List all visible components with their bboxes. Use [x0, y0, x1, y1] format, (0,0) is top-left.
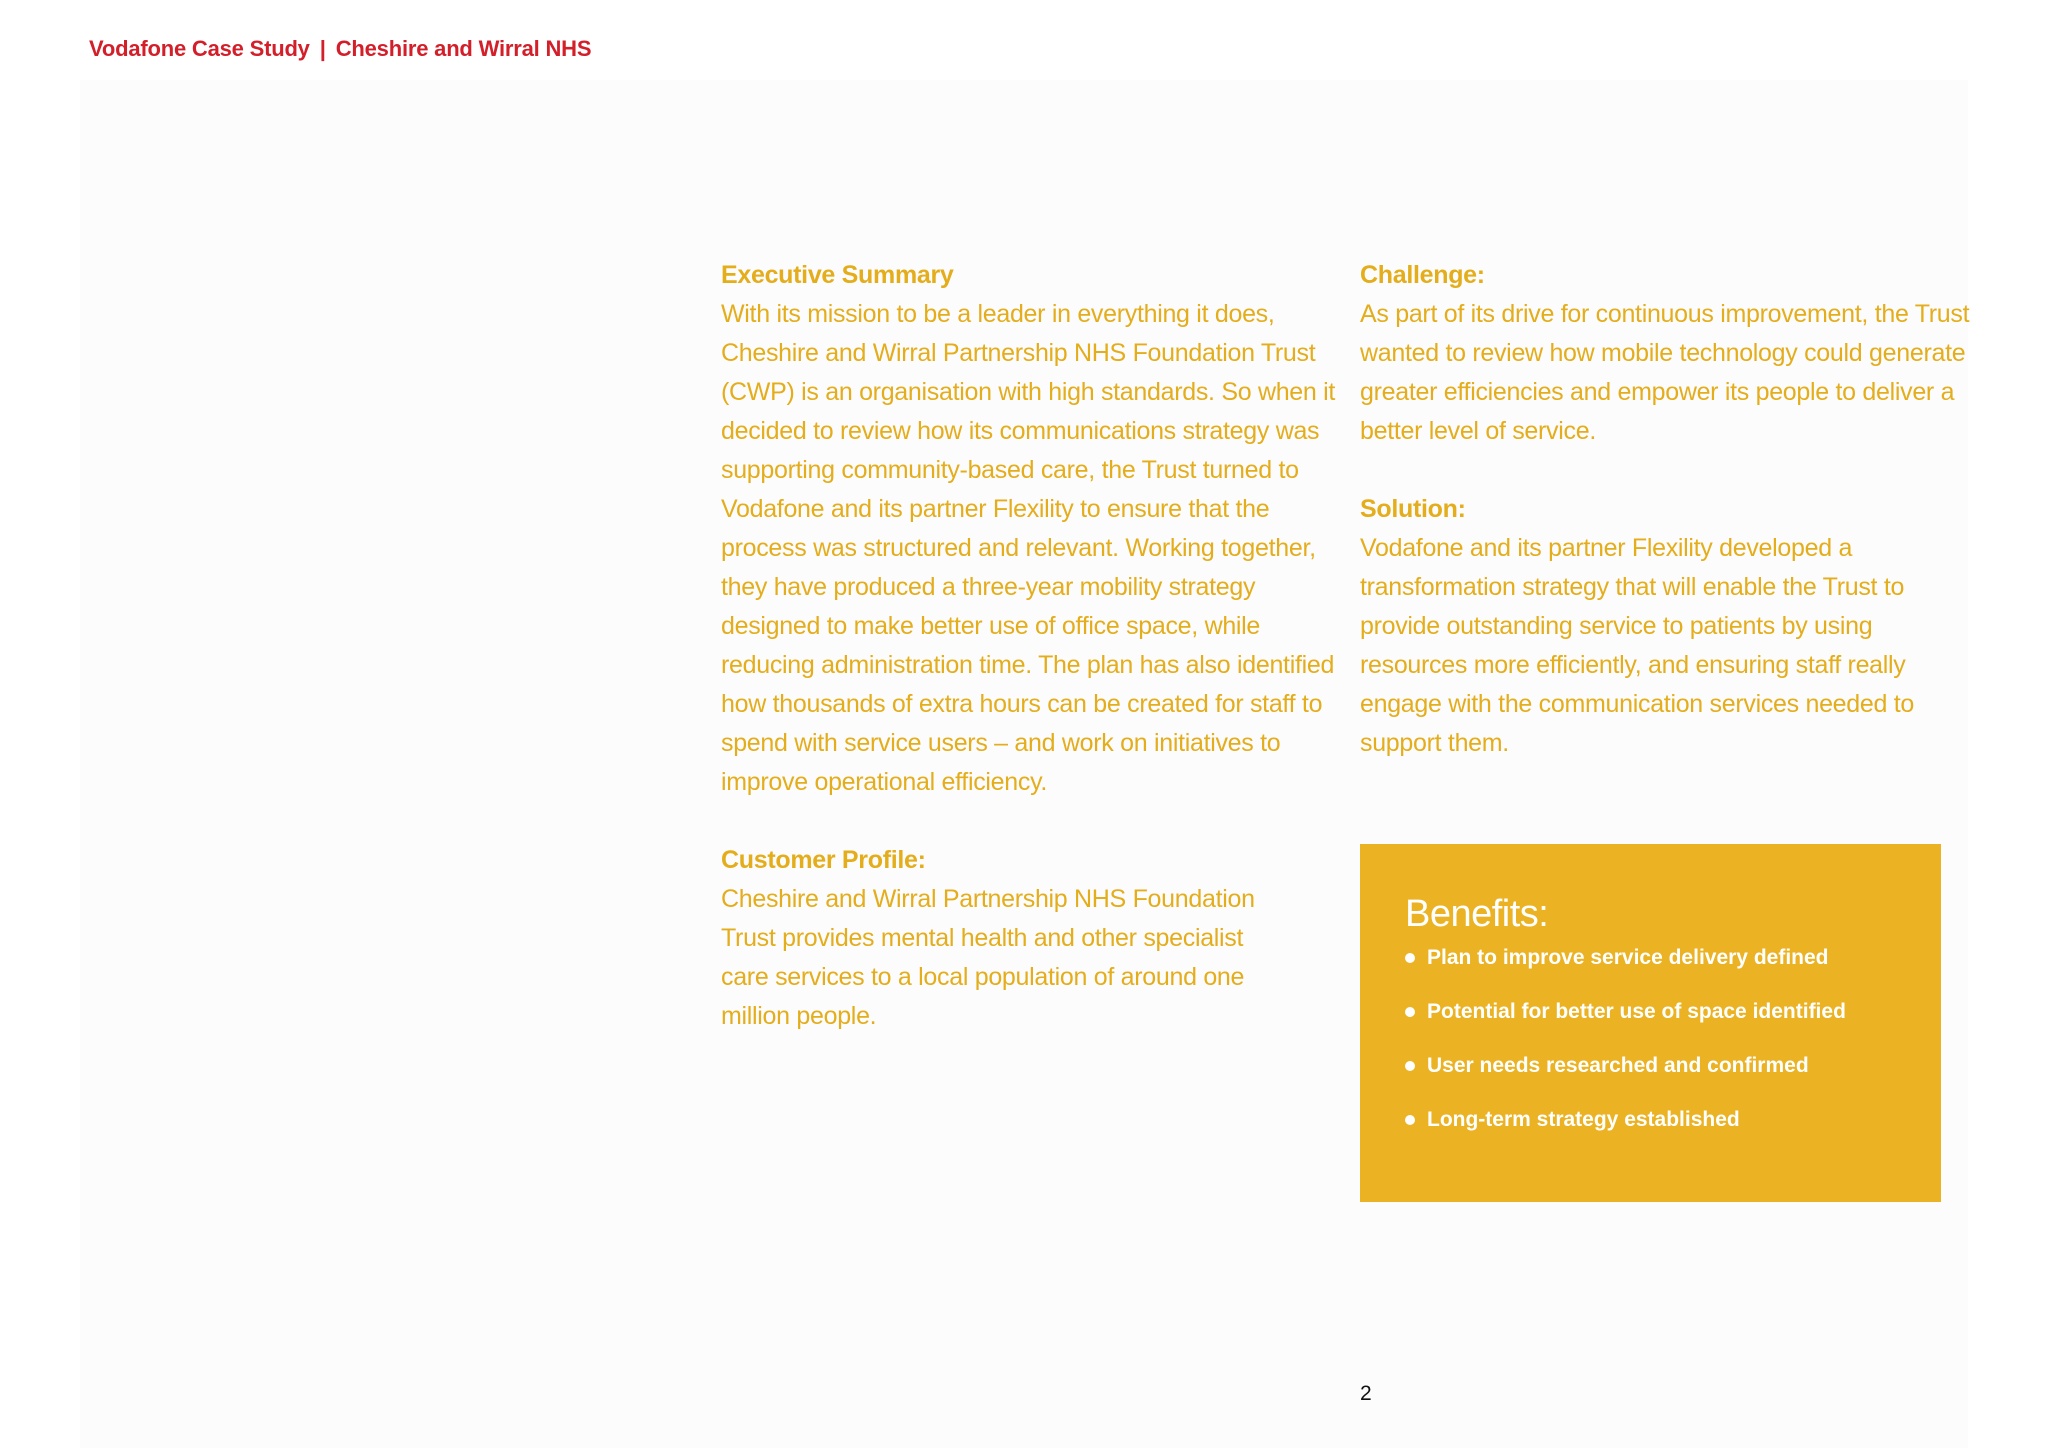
header-subject: Cheshire and Wirral NHS — [335, 36, 592, 61]
header-separator: | — [319, 36, 326, 61]
section-spacer — [1360, 451, 1980, 490]
bullet-icon — [1405, 1061, 1415, 1071]
benefit-text: User needs researched and confirmed — [1427, 1054, 1809, 1077]
benefit-item — [1405, 944, 1901, 971]
customer-profile-heading: Customer Profile: — [721, 846, 926, 874]
benefit-item — [1405, 1052, 1901, 1079]
customer-profile-body: Cheshire and Wirral Partnership NHS Foundation Trust provides mental health and other specialist care services to a local population of around one million people. — [721, 885, 1255, 1030]
executive-summary-body: With its mission to be a leader in everything it does, Cheshire and Wirral Partnership NHS Foundation Trust (CWP) is an organisation with high standards. So when it decided to review how its communications strategy was supporting community-based care, the Trust turned to Vodafone and its partner Flexility to ensure that the process was structured and relevant. Working together, they have produced a three-year mobility strategy designed to make better use of office space, while reducing administration time. The plan has also identified how thousands of extra hours can be created for staff to spend with service users – and work on initiatives to improve operational efficiency. — [721, 300, 1336, 796]
bullet-icon — [1405, 1007, 1415, 1017]
header-brand: Vodafone Case Study — [89, 36, 310, 61]
right-column — [1360, 256, 1980, 763]
section-spacer — [721, 802, 1341, 841]
executive-summary-heading: Executive Summary — [721, 261, 954, 289]
challenge-heading: Challenge: — [1360, 261, 1485, 289]
solution-body: Vodafone and its partner Flexility developed a transformation strategy that will enable the Trust to provide outstanding service to patients by using resources more efficiently, and ensuring staff really engage with the communication services needed to support them. — [1360, 534, 1914, 757]
solution-heading: Solution: — [1360, 495, 1466, 523]
benefits-list — [1405, 944, 1901, 1133]
bullet-icon — [1405, 953, 1415, 963]
benefit-text: Plan to improve service delivery defined — [1427, 946, 1829, 969]
benefits-title: Benefits: — [1405, 893, 1549, 935]
benefits-box — [1360, 844, 1941, 1202]
challenge-body: As part of its drive for continuous improvement, the Trust wanted to review how mobile technology could generate greater efficiencies and empower its people to deliver a better level of service. — [1360, 300, 1970, 445]
left-column — [721, 256, 1341, 1036]
page-number: 2 — [1360, 1382, 1372, 1405]
benefit-text: Long-term strategy established — [1427, 1108, 1740, 1131]
running-header — [89, 36, 591, 62]
benefit-item — [1405, 1106, 1901, 1133]
benefit-item — [1405, 998, 1901, 1025]
bullet-icon — [1405, 1115, 1415, 1125]
benefit-text: Potential for better use of space identified — [1427, 1000, 1846, 1023]
